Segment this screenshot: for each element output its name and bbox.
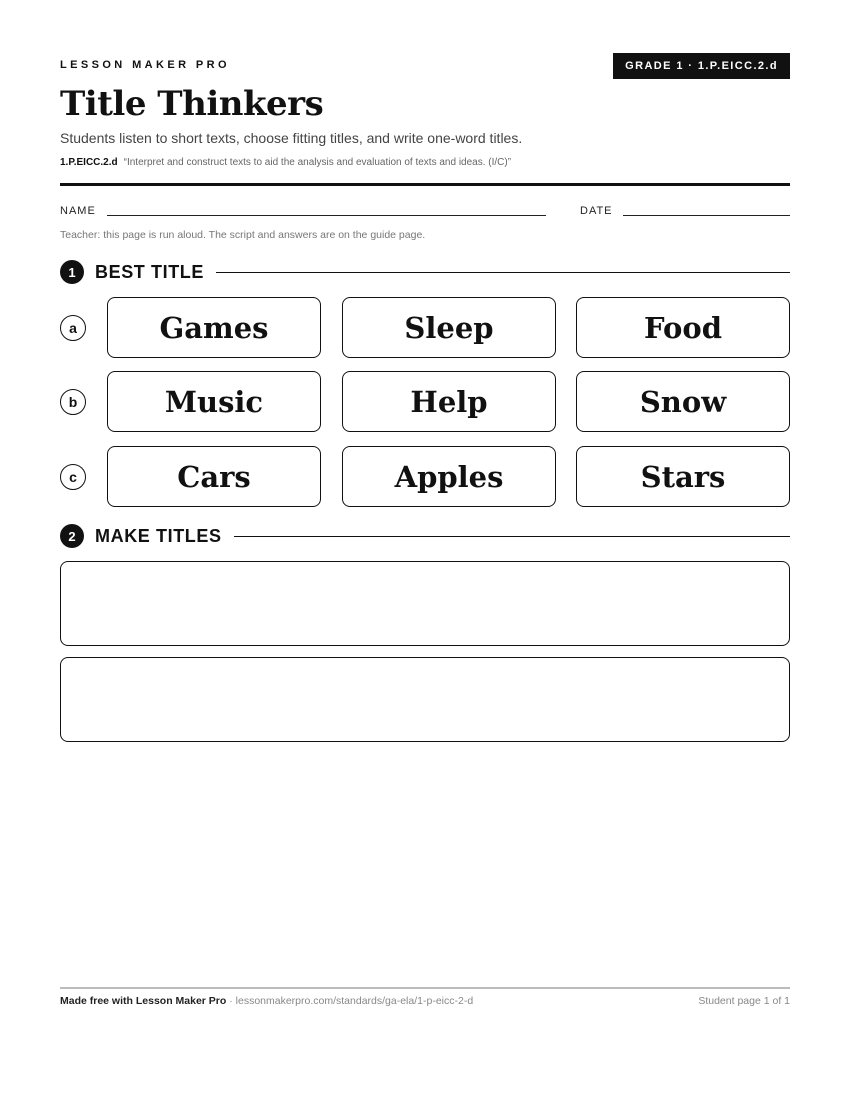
title-writing-box-1[interactable]	[60, 561, 790, 646]
name-label: NAME	[60, 205, 96, 217]
section-title: MAKE TITLES	[95, 525, 222, 546]
title-writing-box-2[interactable]	[60, 657, 790, 742]
title-choice[interactable]: Stars	[576, 446, 790, 507]
standard-line	[60, 157, 511, 168]
title-choice[interactable]: Games	[107, 297, 321, 358]
footer-made-with: Made free with Lesson Maker Pro	[60, 995, 227, 1007]
section-rule	[234, 536, 790, 537]
title-choice[interactable]: Food	[576, 297, 790, 358]
section-number-badge: 1	[60, 260, 84, 284]
worksheet-page	[60, 0, 790, 1100]
title-choice[interactable]: Apples	[342, 446, 556, 507]
footer-url: · lessonmakerpro.com/standards/ga-ela/1-p-eicc-2-d	[226, 995, 474, 1007]
title-choice[interactable]: Cars	[107, 446, 321, 507]
date-label: DATE	[580, 205, 613, 217]
choice-row-c	[60, 446, 790, 507]
page-title: Title Thinkers	[60, 84, 324, 124]
header-divider	[60, 183, 790, 186]
section-make-titles-header	[60, 524, 790, 548]
choice-row-a	[60, 297, 790, 358]
footer-credit	[60, 995, 473, 1007]
row-letter-badge: b	[60, 389, 86, 415]
date-field[interactable]	[623, 215, 790, 216]
grade-badge: GRADE 1 · 1.P.EICC.2.d	[613, 53, 790, 79]
row-letter-badge: c	[60, 464, 86, 490]
section-best-title-header	[60, 260, 790, 284]
page-subtitle: Students listen to short texts, choose fitting titles, and write one-word titles.	[60, 130, 523, 146]
standard-code: 1.P.EICC.2.d	[60, 157, 118, 168]
title-choice[interactable]: Snow	[576, 371, 790, 432]
footer-divider	[60, 987, 790, 989]
footer-page-number: Student page 1 of 1	[698, 995, 790, 1007]
section-rule	[216, 272, 790, 273]
row-letter-badge: a	[60, 315, 86, 341]
section-number-badge: 2	[60, 524, 84, 548]
choice-row-b	[60, 371, 790, 432]
teacher-note: Teacher: this page is run aloud. The script and answers are on the guide page.	[60, 229, 426, 241]
name-field[interactable]	[107, 215, 546, 216]
section-title: BEST TITLE	[95, 261, 204, 282]
title-choice[interactable]: Sleep	[342, 297, 556, 358]
standard-text: “Interpret and construct texts to aid the analysis and evaluation of texts and ideas. (I/C)”	[123, 157, 512, 168]
title-choice[interactable]: Help	[342, 371, 556, 432]
brand-name: LESSON MAKER PRO	[60, 59, 230, 71]
title-choice[interactable]: Music	[107, 371, 321, 432]
